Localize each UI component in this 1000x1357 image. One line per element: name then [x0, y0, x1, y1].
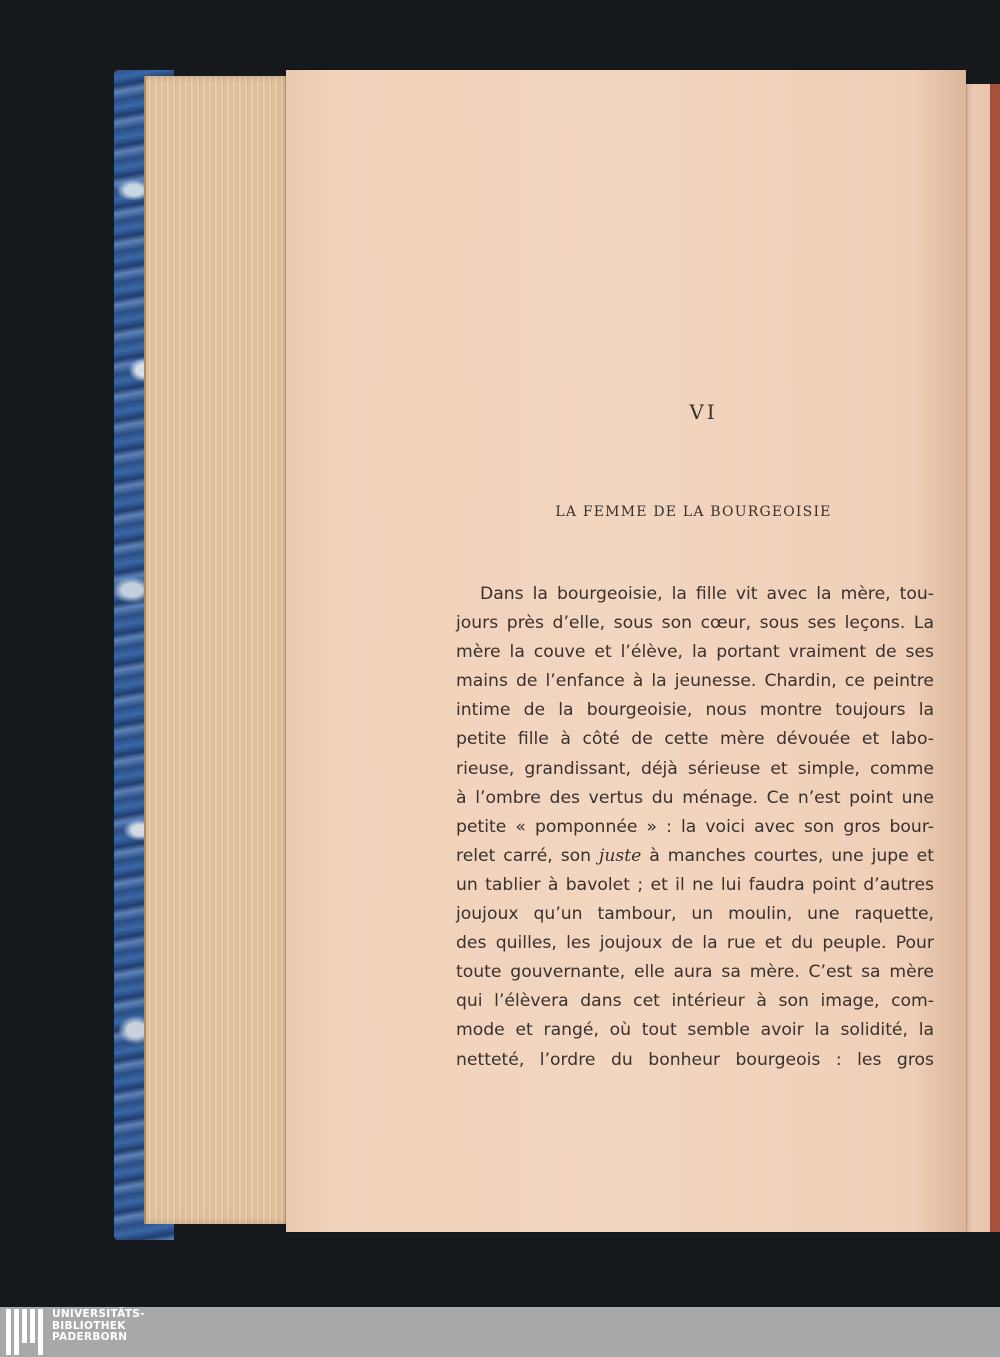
- text-line: petite fille à côté de cette mère dévouée et labo-: [456, 729, 934, 750]
- text-line: rieuse, grandissant, déjà sérieuse et simple, comme: [456, 758, 934, 779]
- text-segment: à manches courtes, une jupe et: [649, 845, 934, 866]
- text-line: des quilles, les joujoux de la rue et du peuple. Pour: [456, 933, 934, 954]
- chapter-number: VI: [689, 400, 718, 424]
- logo-line: BIBLIOTHEK: [52, 1319, 126, 1332]
- cover-red-edge: [990, 84, 1000, 1232]
- text-line: mains de l’enfance à la jeunesse. Chardin, ce peintre: [456, 671, 934, 692]
- book-page: [286, 70, 966, 1232]
- text-line: Dans la bourgeoisie, la fille vit avec la mère, tou-: [480, 584, 934, 604]
- text-line: netteté, l’ordre du bonheur bourgeois : les gros: [456, 1049, 934, 1070]
- text-line: à l’ombre des vertus du ménage. Ce n’est point une: [456, 787, 934, 808]
- logo-line: PADERBORN: [52, 1331, 128, 1343]
- text-line: qui l’élèvera dans cet intérieur à son image, com-: [456, 991, 934, 1012]
- library-logo-text: [52, 1309, 145, 1344]
- body-text: [456, 580, 934, 1075]
- text-line-mixed: [456, 842, 934, 871]
- text-line: mère la couve et l’élève, la portant vraiment de ses: [456, 642, 934, 663]
- chapter-title: LA FEMME DE LA BOURGEOISIE: [555, 504, 832, 520]
- logo-line: UNIVERSITÄTS-: [52, 1308, 145, 1320]
- text-line: joujoux qu’un tambour, un moulin, une raquette,: [456, 904, 934, 925]
- footer-bar: [0, 1307, 1000, 1357]
- text-line: intime de la bourgeoisie, nous montre toujours la: [456, 700, 934, 721]
- library-bars-icon: [6, 1309, 46, 1355]
- text-line: toute gouvernante, elle aura sa mère. C’est sa mère: [456, 962, 934, 983]
- text-line: petite « pomponnée » : la voici avec son gros bour-: [456, 816, 934, 837]
- text-line: mode et rangé, où tout semble avoir la solidité, la: [456, 1020, 934, 1041]
- text-line: un tablier à bavolet ; et il ne lui faudra point d’autres: [456, 874, 934, 895]
- text-line: jours près d’elle, sous son cœur, sous ses leçons. La: [456, 613, 934, 634]
- italic-word: juste: [599, 845, 642, 866]
- text-segment: relet carré, son: [456, 845, 592, 866]
- page-edges-stack: [144, 76, 292, 1224]
